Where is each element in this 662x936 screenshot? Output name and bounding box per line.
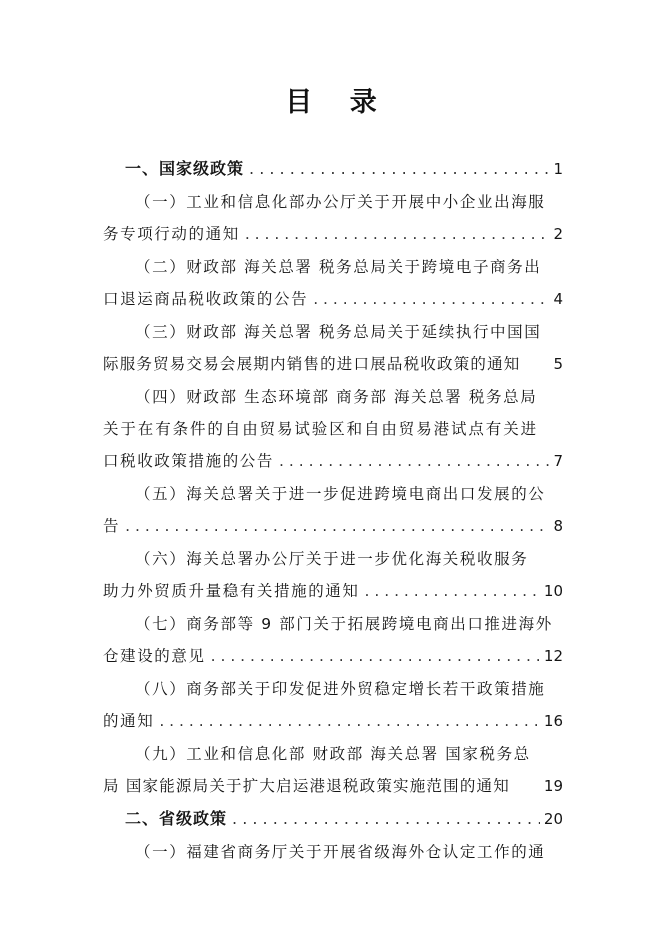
toc-entry-text: 仓建设的意见 bbox=[103, 647, 206, 665]
toc-dot-leader bbox=[245, 219, 550, 249]
toc-section-provincial[interactable] bbox=[103, 804, 563, 834]
toc-entry-9[interactable] bbox=[103, 739, 563, 801]
toc-entry-text: 务专项行动的通知 bbox=[103, 225, 240, 243]
page-title: 目 录 bbox=[285, 87, 391, 118]
toc-dot-leader bbox=[249, 154, 549, 184]
toc-page-number: 20 bbox=[543, 810, 563, 828]
toc-dot-leader bbox=[159, 706, 540, 736]
toc-page-number: 12 bbox=[543, 647, 563, 665]
toc-entry-text: （九）工业和信息化部 财政部 海关总署 国家税务总 bbox=[135, 745, 531, 763]
toc-entry-text: 关于在有条件的自由贸易试验区和自由贸易港试点有关进 bbox=[103, 420, 539, 438]
toc-entry-text: 际服务贸易交易会展期内销售的进口展品税收政策的通知 bbox=[103, 355, 521, 373]
toc-entry-text: 口退运商品税收政策的公告 bbox=[103, 290, 309, 308]
toc-entry-text: （五）海关总署关于进一步促进跨境电商出口发展的公 bbox=[135, 485, 546, 503]
toc-page-number: 1 bbox=[553, 160, 563, 178]
toc-entry-6[interactable] bbox=[103, 544, 563, 606]
toc-entry-10[interactable] bbox=[103, 837, 563, 867]
toc-page-number: 2 bbox=[553, 225, 563, 243]
toc-entry-3[interactable] bbox=[103, 317, 563, 379]
toc-entry-text: （一）工业和信息化部办公厅关于开展中小企业出海服 bbox=[135, 193, 546, 211]
toc-page-number: 4 bbox=[553, 290, 563, 308]
toc-entry-text: （七）商务部等 9 部门关于拓展跨境电商出口推进海外 bbox=[135, 615, 553, 633]
toc-page-number: 16 bbox=[543, 712, 563, 730]
toc-entry-text: 口税收政策措施的公告 bbox=[103, 452, 275, 470]
toc-page-number: 7 bbox=[553, 452, 563, 470]
toc-entry-7[interactable] bbox=[103, 609, 563, 671]
toc-entry-text: （四）财政部 生态环境部 商务部 海关总署 税务总局 bbox=[135, 388, 538, 406]
toc-entry-1[interactable] bbox=[103, 187, 563, 249]
toc-entry-text: （二）财政部 海关总署 税务总局关于跨境电子商务出 bbox=[135, 258, 542, 276]
toc-dot-leader bbox=[279, 446, 549, 476]
toc-entry-4[interactable] bbox=[103, 382, 563, 476]
table-of-contents bbox=[103, 154, 563, 867]
toc-entry-text: 助力外贸质升量稳有关措施的通知 bbox=[103, 582, 360, 600]
toc-entry-5[interactable] bbox=[103, 479, 563, 541]
toc-dot-leader bbox=[211, 641, 540, 671]
toc-section-label: 二、省级政策 bbox=[125, 809, 228, 828]
toc-dot-leader bbox=[313, 284, 549, 314]
toc-dot-leader bbox=[232, 804, 540, 834]
toc-entry-text: 告 bbox=[103, 517, 121, 535]
toc-dot-leader bbox=[365, 576, 540, 606]
toc-entry-text: 的通知 bbox=[103, 712, 155, 730]
toc-entry-text: （八）商务部关于印发促进外贸稳定增长若干政策措施 bbox=[135, 680, 546, 698]
toc-page-number: 19 bbox=[543, 777, 563, 795]
toc-page-number: 10 bbox=[543, 582, 563, 600]
toc-entry-2[interactable] bbox=[103, 252, 563, 314]
toc-entry-text: 局 国家能源局关于扩大启运港退税政策实施范围的通知 bbox=[103, 777, 510, 795]
toc-dot-leader bbox=[125, 511, 549, 541]
toc-entry-text: （一）福建省商务厅关于开展省级海外仓认定工作的通 bbox=[135, 843, 546, 861]
toc-page-number: 8 bbox=[553, 517, 563, 535]
toc-page-number: 5 bbox=[553, 355, 563, 373]
toc-entry-text: （六）海关总署办公厅关于进一步优化海关税收服务 bbox=[135, 550, 529, 568]
toc-section-national[interactable] bbox=[103, 154, 563, 184]
toc-entry-8[interactable] bbox=[103, 674, 563, 736]
toc-entry-text: （三）财政部 海关总署 税务总局关于延续执行中国国 bbox=[135, 323, 542, 341]
toc-section-label: 一、国家级政策 bbox=[125, 159, 245, 178]
